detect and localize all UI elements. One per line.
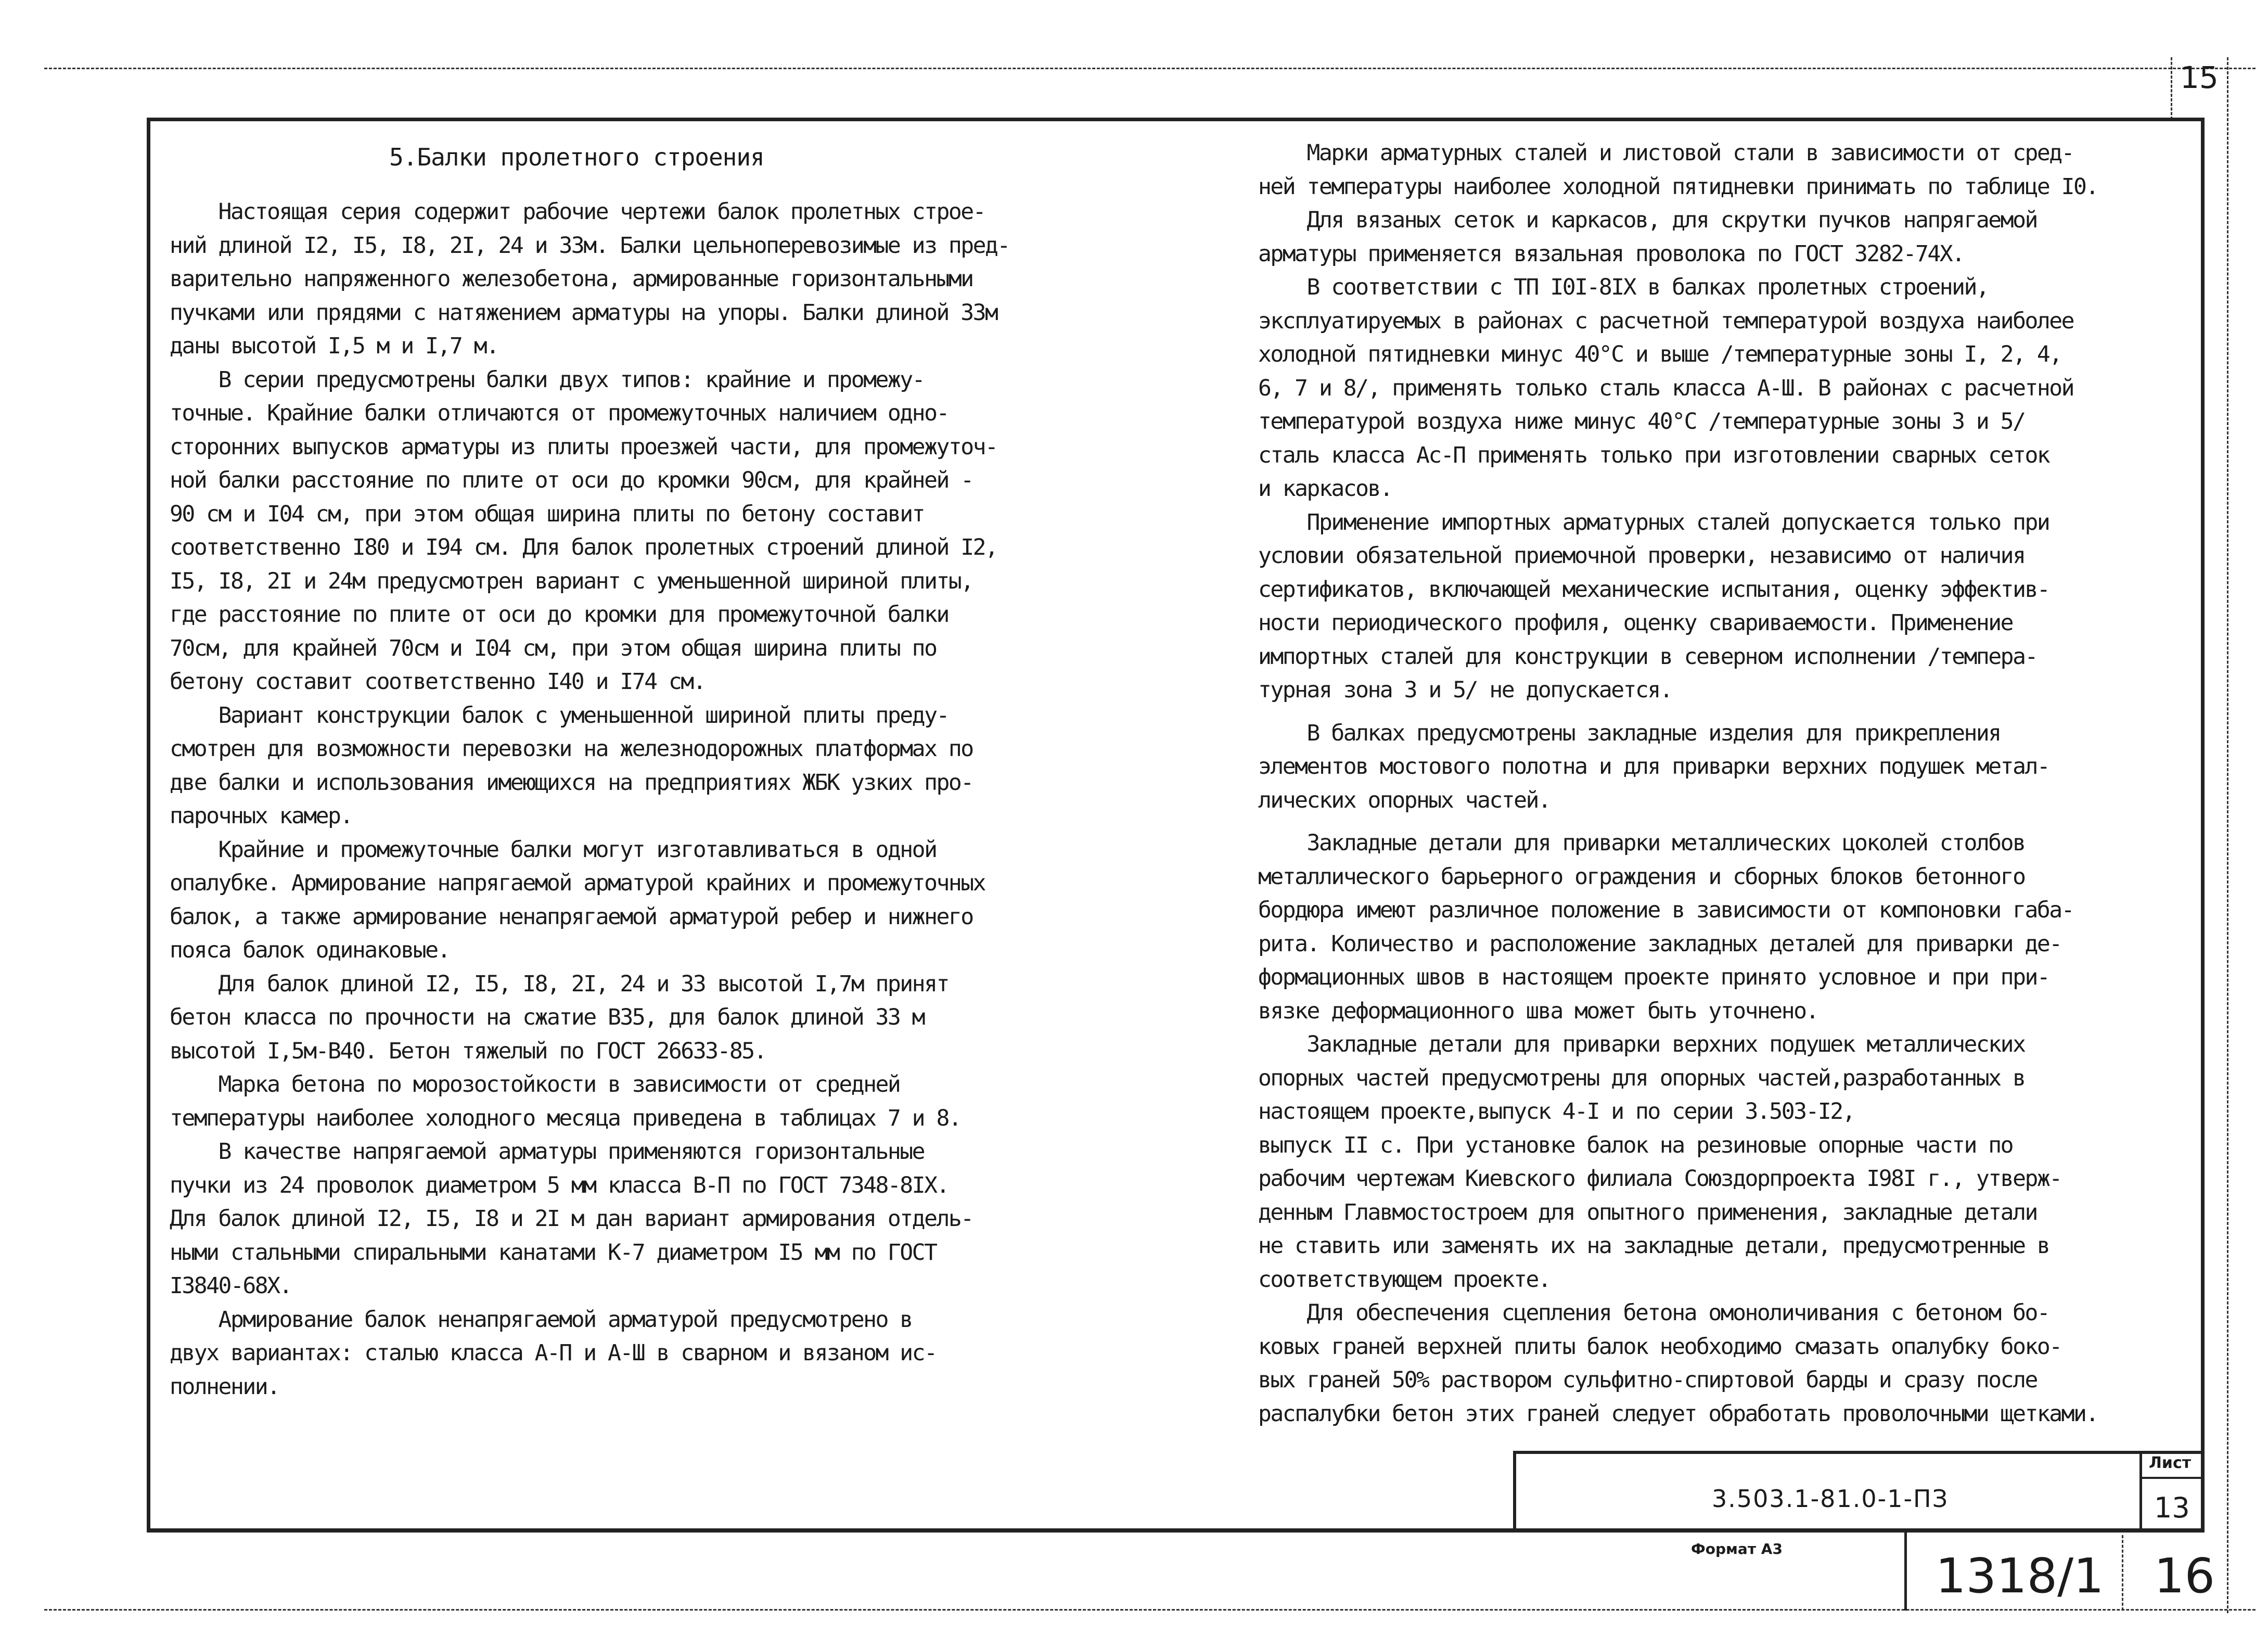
text-line: пучками или прядями с натяжением арматуры на упоры. Балки длиной 33м <box>170 299 997 326</box>
text-line: I3840-68X. <box>170 1273 291 1299</box>
text-line: где расстояние по плите от оси до кромки для промежуточной балки <box>170 602 949 628</box>
frame-top <box>147 118 2205 121</box>
text-line: ний длиной I2, I5, I8, 2I, 24 и 33м. Балки цельноперевозимые из пред- <box>170 232 1009 259</box>
text-line: пучки из 24 проволок диаметром 5 мм класса В-П по ГОСТ 7348-8IX. <box>170 1172 949 1198</box>
inventory-cell-divider <box>2122 1535 2123 1611</box>
text-line: эксплуатируемых в районах с расчетной температурой воздуха наиболее <box>1258 308 2074 334</box>
trim-line-bottom <box>44 1609 2256 1611</box>
text-line: бетон класса по прочности на сжатие В35, для балок длиной 33 м <box>170 1004 925 1030</box>
text-line: ной балки расстояние по плите от оси до кромки 90см, для крайней - <box>170 467 973 493</box>
text-line: соответствующем проекте. <box>1258 1266 1551 1293</box>
text-line: лических опорных частей. <box>1258 787 1551 813</box>
page-number-separator <box>2171 57 2172 120</box>
text-line: опалубке. Армирование напрягаемой арматурой крайних и промежуточных <box>170 870 985 896</box>
inventory-number: 1318/1 <box>1936 1548 2104 1604</box>
text-line: бордюра имеют различное положение в зависимости от компоновки габа- <box>1258 897 2074 923</box>
section-title: 5.Балки пролетного строения <box>389 143 764 171</box>
right-text-column <box>1258 136 2195 1431</box>
text-line: Закладные детали для приварки верхних подушек металлических <box>1258 1031 2025 1057</box>
stamp-left-line <box>1513 1451 1516 1533</box>
text-line: Армирование балок ненапрягаемой арматурой предусмотрено в <box>170 1306 912 1333</box>
trim-line-top <box>44 68 2256 69</box>
text-line: точные. Крайние балки отличаются от промежуточных наличием одно- <box>170 400 949 426</box>
text-line: Для вязаных сеток и каркасов, для скрутки пучков напрягаемой <box>1258 207 2037 233</box>
text-line: бетону составит соответственно I40 и I74 см. <box>170 669 706 695</box>
text-line: вых граней 50% раствором сульфитно-спиртовой барды и сразу после <box>1258 1367 2037 1393</box>
text-line: В балках предусмотрены закладные изделия для прикрепления <box>1258 720 2001 746</box>
stamp-sheet-label-line <box>2139 1477 2205 1479</box>
text-line: рита. Количество и расположение закладных деталей для приварки де- <box>1258 930 2061 957</box>
left-text-column <box>170 195 1085 1403</box>
text-line: ковых граней верхней плиты балок необходимо смазать опалубку боко- <box>1258 1333 2061 1360</box>
text-line: Марка бетона по морозостойкости в зависимости от средней <box>170 1071 900 1097</box>
text-line: выпуск II с. При установке балок на резиновые опорные части по <box>1258 1132 2013 1158</box>
text-line: распалубки бетон этих граней следует обработать проволочными щетками. <box>1258 1400 2098 1427</box>
text-line: 6, 7 и 8/, применять только сталь класса А-Ш. В районах с расчетной <box>1258 375 2074 401</box>
frame-left <box>147 118 150 1533</box>
text-line: полнении. <box>170 1373 279 1400</box>
sheet-number: 13 <box>2154 1491 2190 1524</box>
text-line: металлического барьерного ограждения и сборных блоков бетонного <box>1258 863 2025 890</box>
text-line: пояса балок одинаковые. <box>170 937 450 963</box>
text-line: Для обеспечения сцепления бетона омоноличивания с бетоном бо- <box>1258 1300 2049 1326</box>
text-line: 90 см и I04 см, при этом общая ширина плиты по бетону составит <box>170 501 925 527</box>
text-line: сторонних выпусков арматуры из плиты проезжей части, для промежуточ- <box>170 433 997 460</box>
text-line: настоящем проекте,выпуск 4-I и по серии 3.503-I2, <box>1258 1099 1855 1125</box>
stamp-top-line <box>1513 1451 2205 1454</box>
text-line: В серии предусмотрены балки двух типов: крайние и промежу- <box>170 366 925 393</box>
page-number-bottom: 16 <box>2154 1548 2215 1604</box>
text-line: ней температуры наиболее холодной пятидневки принимать по таблице I0. <box>1258 173 2098 200</box>
text-line: условии обязательной приемочной проверки, независимо от наличия <box>1258 543 2025 569</box>
text-line: ными стальными спиральными канатами К-7 диаметром I5 мм по ГОСТ <box>170 1239 937 1266</box>
text-line: формационных швов в настоящем проекте принято условное и при при- <box>1258 964 2049 990</box>
text-line: ности периодического профиля, оценку свариваемости. Применение <box>1258 610 2013 636</box>
text-line: В качестве напрягаемой арматуры применяются горизонтальные <box>170 1139 925 1165</box>
text-line: Вариант конструкции балок с уменьшенной шириной плиты преду- <box>170 702 949 729</box>
text-line: температуры наиболее холодного месяца приведена в таблицах 7 и 8. <box>170 1105 961 1131</box>
text-line: рабочим чертежам Киевского филиала Союздорпроекта I98I г., утверж- <box>1258 1166 2061 1192</box>
text-line: Крайние и промежуточные балки могут изготавливаться в одной <box>170 836 937 863</box>
text-line: высотой I,5м-В40. Бетон тяжелый по ГОСТ 26633-85. <box>170 1038 766 1064</box>
text-line: сталь класса Ас-П применять только при изготовлении сварных сеток <box>1258 442 2049 468</box>
text-line: смотрен для возможности перевозки на железнодорожных платформах по <box>170 736 973 762</box>
text-line: I5, I8, 2I и 24м предусмотрен вариант с уменьшенной шириной плиты, <box>170 568 973 594</box>
text-line: В соответствии с ТП I0I-8IX в балках пролетных строений, <box>1258 274 1989 300</box>
text-line: даны высотой I,5 м и I,7 м. <box>170 333 498 359</box>
text-line: турная зона 3 и 5/ не допускается. <box>1258 677 1672 703</box>
text-line: Закладные детали для приварки металлических цоколей столбов <box>1258 830 2025 856</box>
text-line: двух вариантах: сталью класса А-П и А-Ш в сварном и вязаном ис- <box>170 1340 937 1366</box>
frame-bottom <box>147 1528 2205 1533</box>
text-line: температурой воздуха ниже минус 40°С /температурные зоны 3 и 5/ <box>1258 408 2025 435</box>
text-line: Применение импортных арматурных сталей допускается только при <box>1258 509 2049 535</box>
text-line: варительно напряженного железобетона, армированные горизонтальными <box>170 266 973 292</box>
inventory-cell-left <box>1904 1533 1907 1611</box>
page-number-top: 15 <box>2180 60 2219 95</box>
paragraph-gap <box>1258 817 2195 826</box>
frame-right <box>2201 118 2205 1533</box>
text-line: Настоящая серия содержит рабочие чертежи балок пролетных строе- <box>170 199 985 225</box>
paragraph-gap <box>1258 707 2195 717</box>
text-line: вязке деформационного шва может быть уточнено. <box>1258 998 1818 1024</box>
text-line: арматуры применяется вязальная проволока по ГОСТ 3282-74X. <box>1258 240 1964 267</box>
text-line: Для балок длиной I2, I5, I8 и 2I м дан вариант армирования отдель- <box>170 1206 973 1232</box>
text-line: две балки и использования имеющихся на предприятиях ЖБК узких про- <box>170 769 973 796</box>
text-line: денным Главмостостроем для опытного применения, закладные детали <box>1258 1199 2037 1225</box>
text-line: балок, а также армирование ненапрягаемой арматурой ребер и нижнего <box>170 903 973 930</box>
text-line: соответственно I80 и I94 см. Для балок пролетных строений длиной I2, <box>170 534 997 560</box>
text-line: Марки арматурных сталей и листовой стали в зависимости от сред- <box>1258 140 2074 166</box>
text-line: элементов мостового полотна и для приварки верхних подушек метал- <box>1258 754 2049 780</box>
sheet-label: Лист <box>2149 1454 2192 1472</box>
document-designation: 3.503.1-81.0-1-ПЗ <box>1712 1485 1949 1513</box>
text-line: Для балок длиной I2, I5, I8, 2I, 24 и 33 высотой I,7м принят <box>170 971 949 997</box>
text-line: импортных сталей для конструкции в северном исполнении /темпера- <box>1258 643 2037 670</box>
trim-line-right <box>2227 57 2228 1613</box>
text-line: не ставить или заменять их на закладные детали, предусмотренные в <box>1258 1233 2049 1259</box>
text-line: опорных частей предусмотрены для опорных частей,разработанных в <box>1258 1065 2025 1091</box>
text-line: сертификатов, включающей механические испытания, оценку эффектив- <box>1258 576 2049 603</box>
text-line: парочных камер. <box>170 803 352 829</box>
text-line: 70см, для крайней 70см и I04 см, при этом общая ширина плиты по <box>170 635 937 661</box>
text-line: холодной пятидневки минус 40°С и выше /температурные зоны I, 2, 4, <box>1258 341 2061 367</box>
paper-format: Формат А3 <box>1691 1540 1783 1557</box>
stamp-sheet-divider <box>2139 1451 2142 1533</box>
text-line: и каркасов. <box>1258 476 1392 502</box>
